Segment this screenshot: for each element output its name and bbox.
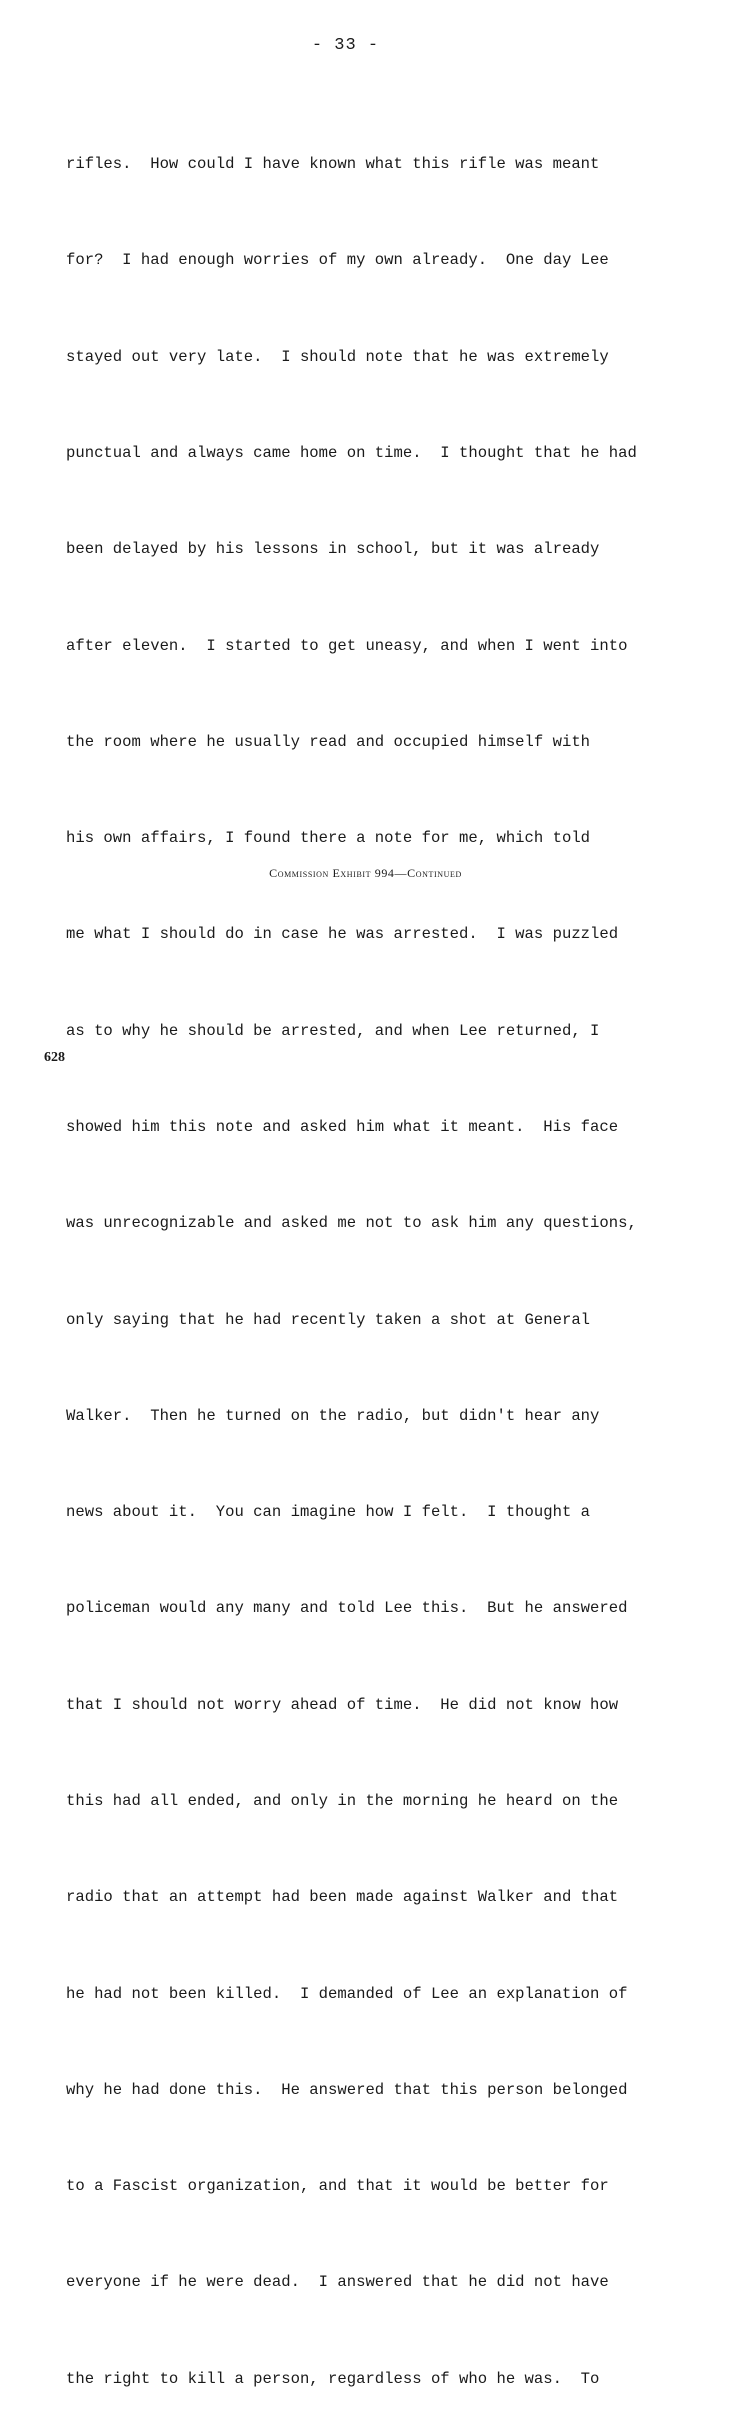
- text-line: the room where he usually read and occupied himself with: [66, 732, 591, 751]
- text-line: his own affairs, I found there a note for me, which told: [66, 829, 591, 848]
- text-line: been delayed by his lessons in school, but it was already: [66, 540, 600, 559]
- text-line: after eleven. I started to get uneasy, and when I went into: [66, 636, 628, 655]
- text-line: only saying that he had recently taken a shot at General: [66, 1310, 591, 1329]
- text-line: rifles. How could I have known what this rifle was meant: [66, 155, 600, 174]
- folio-page-number: 628: [44, 1050, 65, 1065]
- text-line: the right to kill a person, regardless of who he was. To: [66, 2369, 600, 2388]
- body-text: [66, 84, 666, 2427]
- text-line: as to why he should be arrested, and when Lee returned, I: [66, 1021, 600, 1040]
- text-line: everyone if he were dead. I answered that he did not have: [66, 2273, 609, 2292]
- text-line: stayed out very late. I should note that he was extremely: [66, 347, 609, 366]
- text-line: me what I should do in case he was arrested. I was puzzled: [66, 925, 619, 944]
- text-line: this had all ended, and only in the morning he heard on the: [66, 1791, 619, 1810]
- text-line: to a Fascist organization, and that it would be better for: [66, 2177, 609, 2196]
- text-line: why he had done this. He answered that this person belonged: [66, 2080, 628, 2099]
- text-line: news about it. You can imagine how I felt. I thought a: [66, 1503, 591, 1522]
- text-line: he had not been killed. I demanded of Lee an explanation of: [66, 1984, 628, 2003]
- text-line: showed him this note and asked him what it meant. His face: [66, 1118, 619, 1136]
- text-line: Walker. Then he turned on the radio, but didn't hear any: [66, 1406, 600, 1425]
- text-line: policeman would any many and told Lee this. But he answered: [66, 1599, 628, 1618]
- exhibit-caption: Commission Exhibit 994—Continued: [269, 866, 462, 880]
- text-line: punctual and always came home on time. I thought that he had: [66, 444, 637, 463]
- text-line: that I should not worry ahead of time. He did not know how: [66, 1695, 619, 1714]
- page-number-top: - 33 -: [311, 36, 380, 55]
- text-line: was unrecognizable and asked me not to ask him any questions,: [66, 1214, 637, 1233]
- text-line: for? I had enough worries of my own already. One day Lee: [66, 251, 609, 270]
- text-line: radio that an attempt had been made against Walker and that: [66, 1888, 619, 1907]
